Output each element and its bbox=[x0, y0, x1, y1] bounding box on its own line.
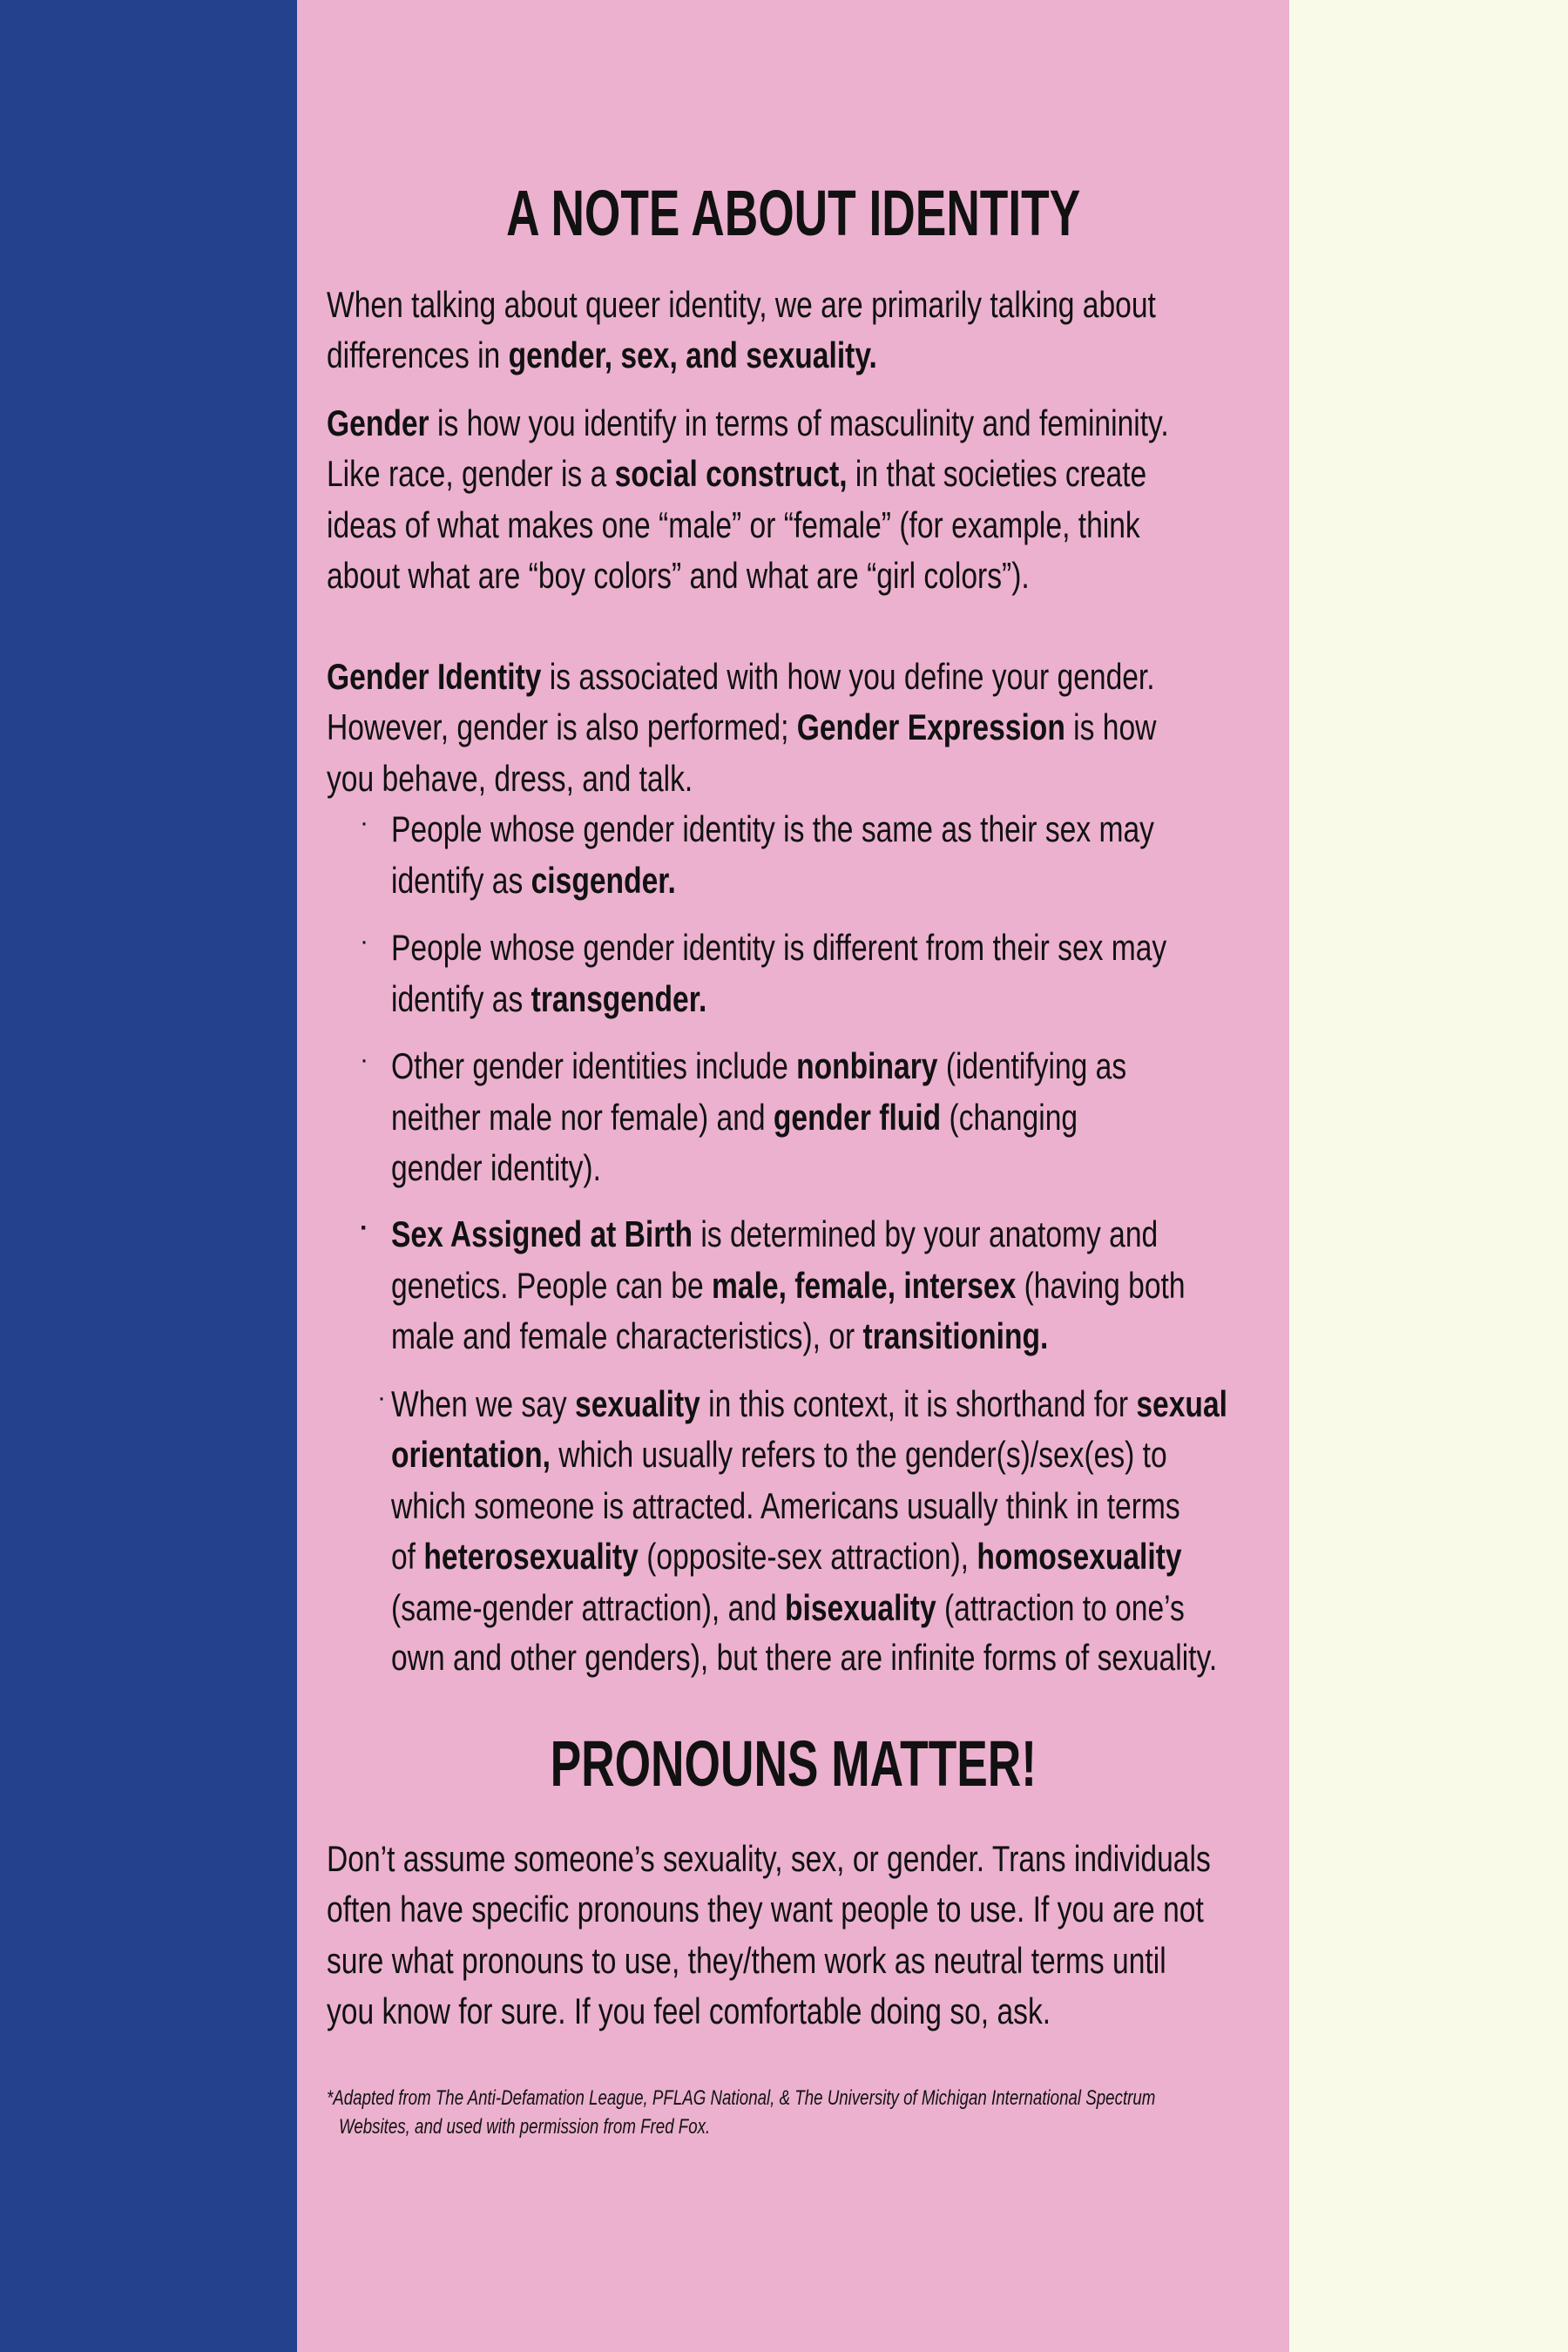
pronouns-heading-text: PRONOUNS MATTER! bbox=[550, 1727, 1037, 1800]
text-run: (identifying as bbox=[937, 1045, 1127, 1087]
bullet-item-5-line bbox=[391, 1484, 1180, 1528]
bold-term: sexuality bbox=[575, 1382, 700, 1424]
bullet-icon: · bbox=[360, 1213, 368, 1243]
bullet-icon: · bbox=[377, 1382, 386, 1412]
bullet-item-4-line bbox=[391, 1213, 1158, 1256]
bold-term: gender fluid bbox=[773, 1096, 942, 1138]
text-run: in that societies create bbox=[847, 453, 1147, 495]
bold-term: transgender. bbox=[531, 977, 707, 1019]
footnote-line-2: Websites, and used with permission from Fred Fox. bbox=[339, 2115, 711, 2139]
bold-term: cisgender. bbox=[531, 859, 676, 901]
page-title bbox=[297, 179, 1289, 248]
gender-paragraph-line bbox=[327, 452, 1146, 496]
text-run: differences in bbox=[327, 335, 509, 376]
text-run: which someone is attracted. Americans usually think in terms bbox=[391, 1484, 1180, 1526]
gender-paragraph-line bbox=[327, 504, 1140, 547]
bullet-icon: · bbox=[360, 1045, 368, 1075]
page-title-text: A NOTE ABOUT IDENTITY bbox=[505, 177, 1081, 249]
identity-paragraph-line bbox=[327, 757, 693, 801]
text-run: Other gender identities include bbox=[391, 1045, 797, 1087]
bold-term: sexual bbox=[1136, 1382, 1227, 1424]
text-run: ideas of what makes one “male” or “female” (for example, think bbox=[327, 504, 1140, 545]
text-run: (changing bbox=[941, 1096, 1078, 1138]
identity-paragraph-line bbox=[327, 706, 1156, 749]
identity-paragraph-line bbox=[327, 655, 1155, 699]
bullet-item-5-line bbox=[391, 1636, 1217, 1680]
text-run: Don’t assume someone’s sexuality, sex, or gender. Trans individuals bbox=[327, 1837, 1211, 1879]
intro-line bbox=[327, 283, 1156, 327]
text-run: (opposite-sex attraction), bbox=[638, 1536, 977, 1578]
bold-term: Sex Assigned at Birth bbox=[391, 1213, 693, 1255]
gender-paragraph-line bbox=[327, 402, 1169, 445]
bullet-item-4-line bbox=[391, 1315, 1048, 1358]
bold-term: homosexuality bbox=[977, 1536, 1182, 1578]
bold-term: social construct, bbox=[614, 453, 848, 495]
text-run: you know for sure. If you feel comfortable doing so, ask. bbox=[327, 1990, 1051, 2032]
bold-term: bisexuality bbox=[784, 1586, 936, 1628]
left-color-band bbox=[0, 0, 297, 2352]
gender-paragraph-line bbox=[327, 554, 1030, 598]
bullet-item-5-line bbox=[391, 1535, 1182, 1578]
text-run: genetics. People can be bbox=[391, 1264, 712, 1306]
pronouns-paragraph-line bbox=[327, 1990, 1051, 2033]
text-run: gender identity). bbox=[391, 1147, 601, 1189]
text-run: is how bbox=[1064, 706, 1157, 748]
bold-term: Gender bbox=[327, 402, 429, 443]
bullet-item-1-line bbox=[391, 808, 1154, 851]
pronouns-paragraph-line bbox=[327, 1939, 1166, 1983]
text-run: (attraction to one’s bbox=[936, 1586, 1185, 1628]
bold-term: gender, sex, and sexuality. bbox=[508, 335, 877, 376]
bullet-icon: · bbox=[360, 808, 368, 838]
text-run: (having both bbox=[1016, 1264, 1186, 1306]
bold-term: orientation, bbox=[391, 1434, 551, 1476]
text-run: However, gender is also performed; bbox=[327, 706, 797, 748]
bullet-item-5-line bbox=[391, 1382, 1227, 1426]
pronouns-paragraph-line bbox=[327, 1837, 1211, 1881]
text-run: identify as bbox=[391, 977, 531, 1019]
bullet-item-2-line bbox=[391, 977, 706, 1021]
text-run: People whose gender identity is different from their sex may bbox=[391, 927, 1167, 969]
bullet-item-3-line bbox=[391, 1146, 601, 1190]
bold-term: Gender Expression bbox=[796, 706, 1065, 748]
text-run: sure what pronouns to use, they/them work as neutral terms until bbox=[327, 1939, 1166, 1981]
intro-line bbox=[327, 334, 877, 377]
text-run: When we say bbox=[391, 1382, 576, 1424]
bold-term: Gender Identity bbox=[327, 655, 542, 697]
text-run: neither male nor female) and bbox=[391, 1096, 774, 1138]
bullet-item-3-line bbox=[391, 1044, 1126, 1088]
text-run: is determined by your anatomy and bbox=[693, 1213, 1159, 1255]
pronouns-heading bbox=[297, 1729, 1289, 1799]
bullet-item-4-line bbox=[391, 1264, 1186, 1308]
text-run: identify as bbox=[391, 859, 531, 901]
bold-term: male, female, intersex bbox=[712, 1264, 1017, 1306]
text-run: Like race, gender is a bbox=[327, 453, 615, 495]
bold-term: nonbinary bbox=[796, 1045, 938, 1087]
bullet-item-5-line bbox=[391, 1433, 1167, 1477]
right-color-band bbox=[1289, 0, 1568, 2352]
text-run: is associated with how you define your gender. bbox=[541, 655, 1155, 697]
text-run: often have specific pronouns they want people to use. If you are not bbox=[327, 1889, 1204, 1930]
text-run: People whose gender identity is the same as their sex may bbox=[391, 808, 1154, 850]
footnote-line-1: *Adapted from The Anti-Defamation League, PFLAG National, & The University of Michigan International Spectrum bbox=[327, 2086, 1156, 2110]
text-run: own and other genders), but there are infinite forms of sexuality. bbox=[391, 1636, 1218, 1678]
text-run: of bbox=[391, 1536, 424, 1578]
text-run: When talking about queer identity, we are primarily talking about bbox=[327, 283, 1156, 325]
text-run: you behave, dress, and talk. bbox=[327, 757, 693, 799]
bold-term: transitioning. bbox=[862, 1315, 1049, 1357]
text-run: which usually refers to the gender(s)/sex(es) to bbox=[550, 1434, 1167, 1476]
text-run: (same-gender attraction), and bbox=[391, 1586, 785, 1628]
text-run: in this context, it is shorthand for bbox=[700, 1382, 1137, 1424]
pronouns-paragraph-line bbox=[327, 1888, 1204, 1931]
text-run: about what are “boy colors” and what are “girl colors”). bbox=[327, 555, 1030, 597]
bullet-icon: · bbox=[360, 927, 368, 956]
bullet-item-1-line bbox=[391, 859, 676, 902]
bold-term: heterosexuality bbox=[423, 1536, 639, 1578]
bullet-item-2-line bbox=[391, 926, 1166, 970]
text-run: male and female characteristics), or bbox=[391, 1315, 863, 1357]
text-run: is how you identify in terms of masculinity and femininity. bbox=[429, 402, 1169, 443]
bullet-item-3-line bbox=[391, 1096, 1078, 1139]
bullet-item-5-line bbox=[391, 1586, 1185, 1630]
